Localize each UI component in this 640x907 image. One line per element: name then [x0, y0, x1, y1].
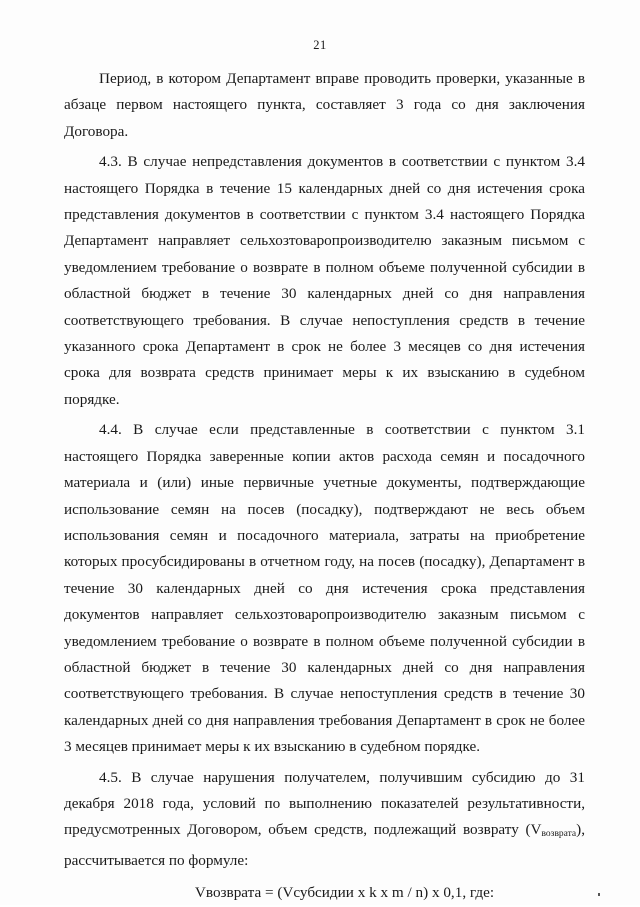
paragraph-4-5: [64, 765, 585, 875]
paragraph-4-4: 4.4. В случае если представленные в соответствии с пунктом 3.1 настоящего Порядка заверенные копии актов расхода семян и посадочного материала и (или) иные первичные учетные документы, подтверждающие использование семян на посев (посадку), подтверждают не весь объем использования семян и посадочного материала, затраты на приобретение которых просубсидированы в отчетном году, на посев (посадку), Департамент в течение 30 календарных дней со дня истечения срока представления документов направляет сельхозтоваропроизводителю заказным письмом с уведомлением требование о возврате в полном объеме полученной субсидии в областной бюджет в течение 30 календарных дней со дня направления соответствующего требования. В случае непоступления средств в течение 30 календарных дней со дня направления требования Департамент в срок не более 3 месяцев принимает меры к их взысканию в судебном порядке.: [64, 421, 585, 756]
paragraph-4-5-text-end: ), рассчитывается по формуле:: [64, 821, 585, 869]
scan-mark: [598, 893, 600, 896]
page-number: 21: [313, 38, 327, 52]
paragraph-inspection-period: Период, в котором Департамент вправе проводить проверки, указанные в абзаце первом настоящего пункта, составляет 3 года со дня заключения Договора.: [64, 70, 585, 140]
document-body: [64, 66, 585, 907]
paragraph-4-5-text: 4.5. В случае нарушения получателем, получившим субсидию до 31 декабря 2018 года, условий по выполнению показателей результативности, предусмотренных Договором, объем средств, подлежащий возврату (V: [64, 768, 585, 839]
paragraph-4-3: 4.3. В случае непредставления документов в соответствии с пунктом 3.4 настоящего Порядка в течение 15 календарных дней со дня истечения срока представления документов в соответствии с пунктом 3.4 настоящего Порядка Департамент направляет сельхозтоваропроизводителю заказным письмом с уведомлением требование о возврате в полном объеме полученной субсидии в областной бюджет в течение 30 календарных дней со дня направления соответствующего требования. В случае непоступления средств в течение указанного срока Департамент в срок не более 3 месяцев со дня истечения срока для возврата средств принимает меры к их взысканию в судебном порядке.: [64, 153, 585, 408]
refund-formula: Vвозврата = (Vсубсидии x k x m / n) x 0,1, где:: [194, 884, 495, 902]
subscript-vozvrata: возврата: [541, 829, 577, 840]
